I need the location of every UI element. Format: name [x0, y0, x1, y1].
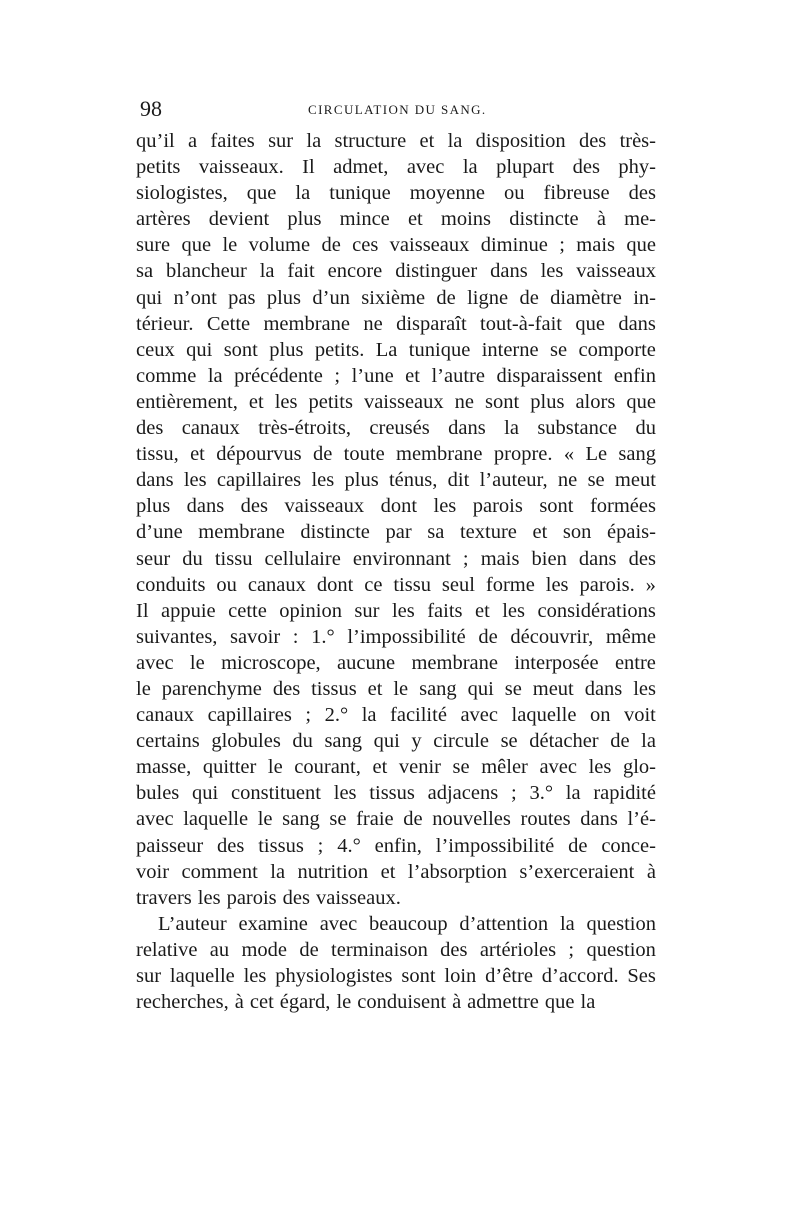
text-line: travers les parois des vaisseaux. [136, 886, 401, 909]
text-line: sa blancheur la fait encore distinguer dans les vaisseaux [136, 260, 656, 283]
text-line: paisseur des tissus ; 4.° enfin, l’impossibilité de conce- [136, 834, 656, 857]
text-line: artères devient plus mince et moins distincte à me- [136, 208, 656, 231]
text-line: avec le microscope, aucune membrane interposée entre [136, 651, 656, 674]
text-line: suivantes, savoir : 1.° l’impossibilité de découvrir, même [136, 625, 656, 648]
body-text [136, 128, 656, 1015]
text-line: dans les capillaires les plus ténus, dit l’auteur, ne se meut [136, 469, 656, 492]
text-line: plus dans des vaisseaux dont les parois sont formées [136, 495, 656, 518]
text-line: comme la précédente ; l’une et l’autre disparaissent enfin [136, 364, 656, 387]
text-line: térieur. Cette membrane ne disparaît tout-à-fait que dans [136, 312, 656, 335]
text-line: le parenchyme des tissus et le sang qui se meut dans les [136, 677, 656, 700]
text-line: conduits ou canaux dont ce tissu seul forme les parois. » [136, 573, 656, 596]
text-line: ceux qui sont plus petits. La tunique interne se comporte [136, 338, 656, 361]
text-line: Il appuie cette opinion sur les faits et les considérations [136, 599, 656, 622]
text-line: petits vaisseaux. Il admet, avec la plupart des phy- [136, 156, 656, 179]
text-line: siologistes, que la tunique moyenne ou fibreuse des [136, 182, 656, 205]
page-header [140, 98, 656, 126]
text-line: masse, quitter le courant, et venir se mêler avec les glo- [136, 756, 656, 779]
text-line: bules qui constituent les tissus adjacens ; 3.° la rapidité [136, 782, 656, 805]
text-line: tissu, et dépourvus de toute membrane propre. « Le sang [136, 443, 656, 466]
text-line: voir comment la nutrition et l’absorption s’exerceraient à [136, 860, 656, 883]
text-line: des canaux très-étroits, creusés dans la substance du [136, 417, 656, 440]
text-line: certains globules du sang qui y circule se détacher de la [136, 730, 656, 753]
text-line: qui n’ont pas plus d’un sixième de ligne de diamètre in- [136, 286, 656, 309]
text-line: sur laquelle les physiologistes sont loin d’être d’accord. Ses [136, 965, 656, 987]
running-head: CIRCULATION DU SANG. [308, 102, 487, 117]
text-line: relative au mode de terminaison des artérioles ; question [136, 938, 656, 961]
text-line: recherches, à cet égard, le conduisent à admettre que la [136, 991, 596, 1014]
text-line: sure que le volume de ces vaisseaux diminue ; mais que [136, 234, 656, 257]
text-line: avec laquelle le sang se fraie de nouvelles routes dans l’é- [136, 808, 656, 831]
text-line: entièrement, et les petits vaisseaux ne sont plus alors que [136, 390, 656, 413]
text-line: canaux capillaires ; 2.° la facilité avec laquelle on voit [136, 704, 656, 727]
text-line: qu’il a faites sur la structure et la disposition des très- [136, 130, 656, 152]
text-line: seur du tissu cellulaire environnant ; mais bien dans des [136, 547, 656, 570]
text-line: d’une membrane distincte par sa texture et son épais- [136, 521, 656, 544]
page-number: 98 [140, 96, 162, 121]
text-line: L’auteur examine avec beaucoup d’attention la question [158, 912, 656, 935]
